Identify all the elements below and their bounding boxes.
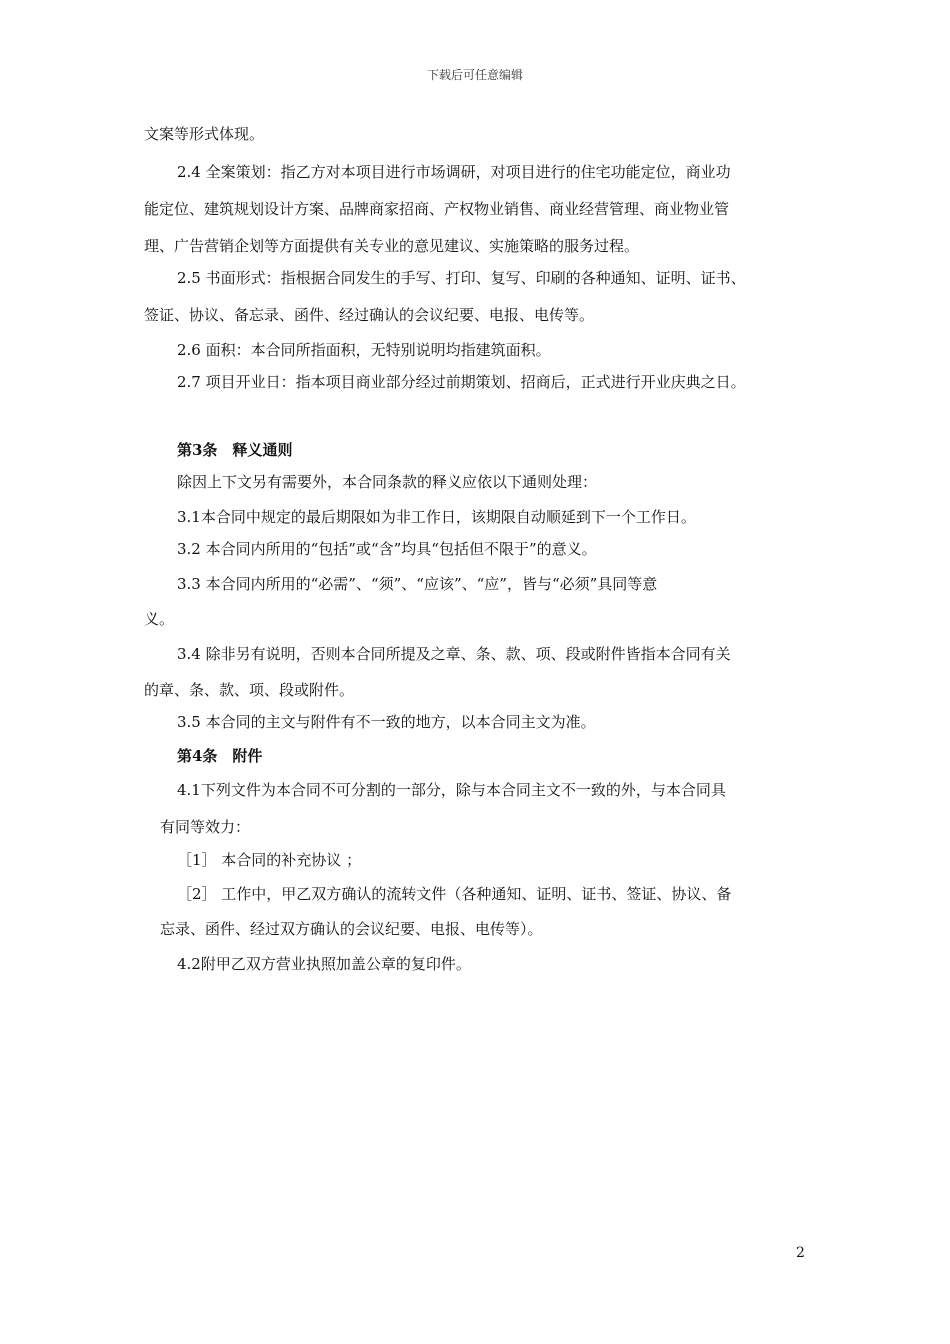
text-line: 义。 <box>144 610 175 628</box>
page-number: 2 <box>796 1245 805 1261</box>
text-line: 能定位、建筑规划设计方案、品牌商家招商、产权物业销售、商业经营管理、商业物业管 <box>144 200 730 218</box>
text-line: ［1］ 本合同的补充协议 ； <box>177 851 362 869</box>
text-line: 4.1下列文件为本合同不可分割的一部分，除与本合同主文不一致的外，与本合同具 <box>177 781 726 799</box>
text-line: 3.1本合同中规定的最后期限如为非工作日，该期限自动顺延到下一个工作日。 <box>177 508 696 526</box>
text-line: 3.3 本合同内所用的“必需”、“须”、“应该”、“应”，皆与“必须”具同等意 <box>177 575 658 593</box>
text-line: 3.2 本合同内所用的“包括”或“含”均具“包括但不限于”的意义。 <box>177 540 597 558</box>
text-line: 除因上下文另有需要外，本合同条款的释义应依以下通则处理： <box>177 473 598 491</box>
text-line: 文案等形式体现。 <box>144 125 265 143</box>
text-line: 3.4 除非另有说明，否则本合同所提及之章、条、款、项、段或附件皆指本合同有关 <box>177 645 731 663</box>
page-header: 下载后可任意编辑 <box>426 68 523 82</box>
text-line: 2.5 书面形式：指根据合同发生的手写、打印、复写、印刷的各种通知、证明、证书、 <box>177 269 746 287</box>
text-line: 忘录、函件、经过双方确认的会议纪要、电报、电传等）。 <box>160 920 543 938</box>
section-heading: 第4条 附件 <box>177 747 263 765</box>
text-line: 的章、条、款、项、段或附件。 <box>144 681 355 699</box>
text-line: 4.2附甲乙双方营业执照加盖公章的复印件。 <box>177 955 471 973</box>
text-line: ［2］ 工作中，甲乙双方确认的流转文件（各种通知、证明、证书、签证、协议、备 <box>177 885 732 903</box>
section-heading: 第3条 释义通则 <box>177 441 293 459</box>
text-line: 理、广告营销企划等方面提供有关专业的意见建议、实施策略的服务过程。 <box>144 237 640 255</box>
text-line: 有同等效力： <box>160 818 251 836</box>
text-line: 2.6 面积：本合同所指面积，无特别说明均指建筑面积。 <box>177 341 551 359</box>
text-line: 2.7 项目开业日：指本项目商业部分经过前期策划、招商后，正式进行开业庆典之日。 <box>177 373 746 391</box>
text-line: 签证、协议、备忘录、函件、经过确认的会议纪要、电报、电传等。 <box>144 306 595 324</box>
text-line: 2.4 全案策划：指乙方对本项目进行市场调研，对项目进行的住宅功能定位，商业功 <box>177 163 731 181</box>
text-line: 3.5 本合同的主文与附件有不一致的地方，以本合同主文为准。 <box>177 713 596 731</box>
